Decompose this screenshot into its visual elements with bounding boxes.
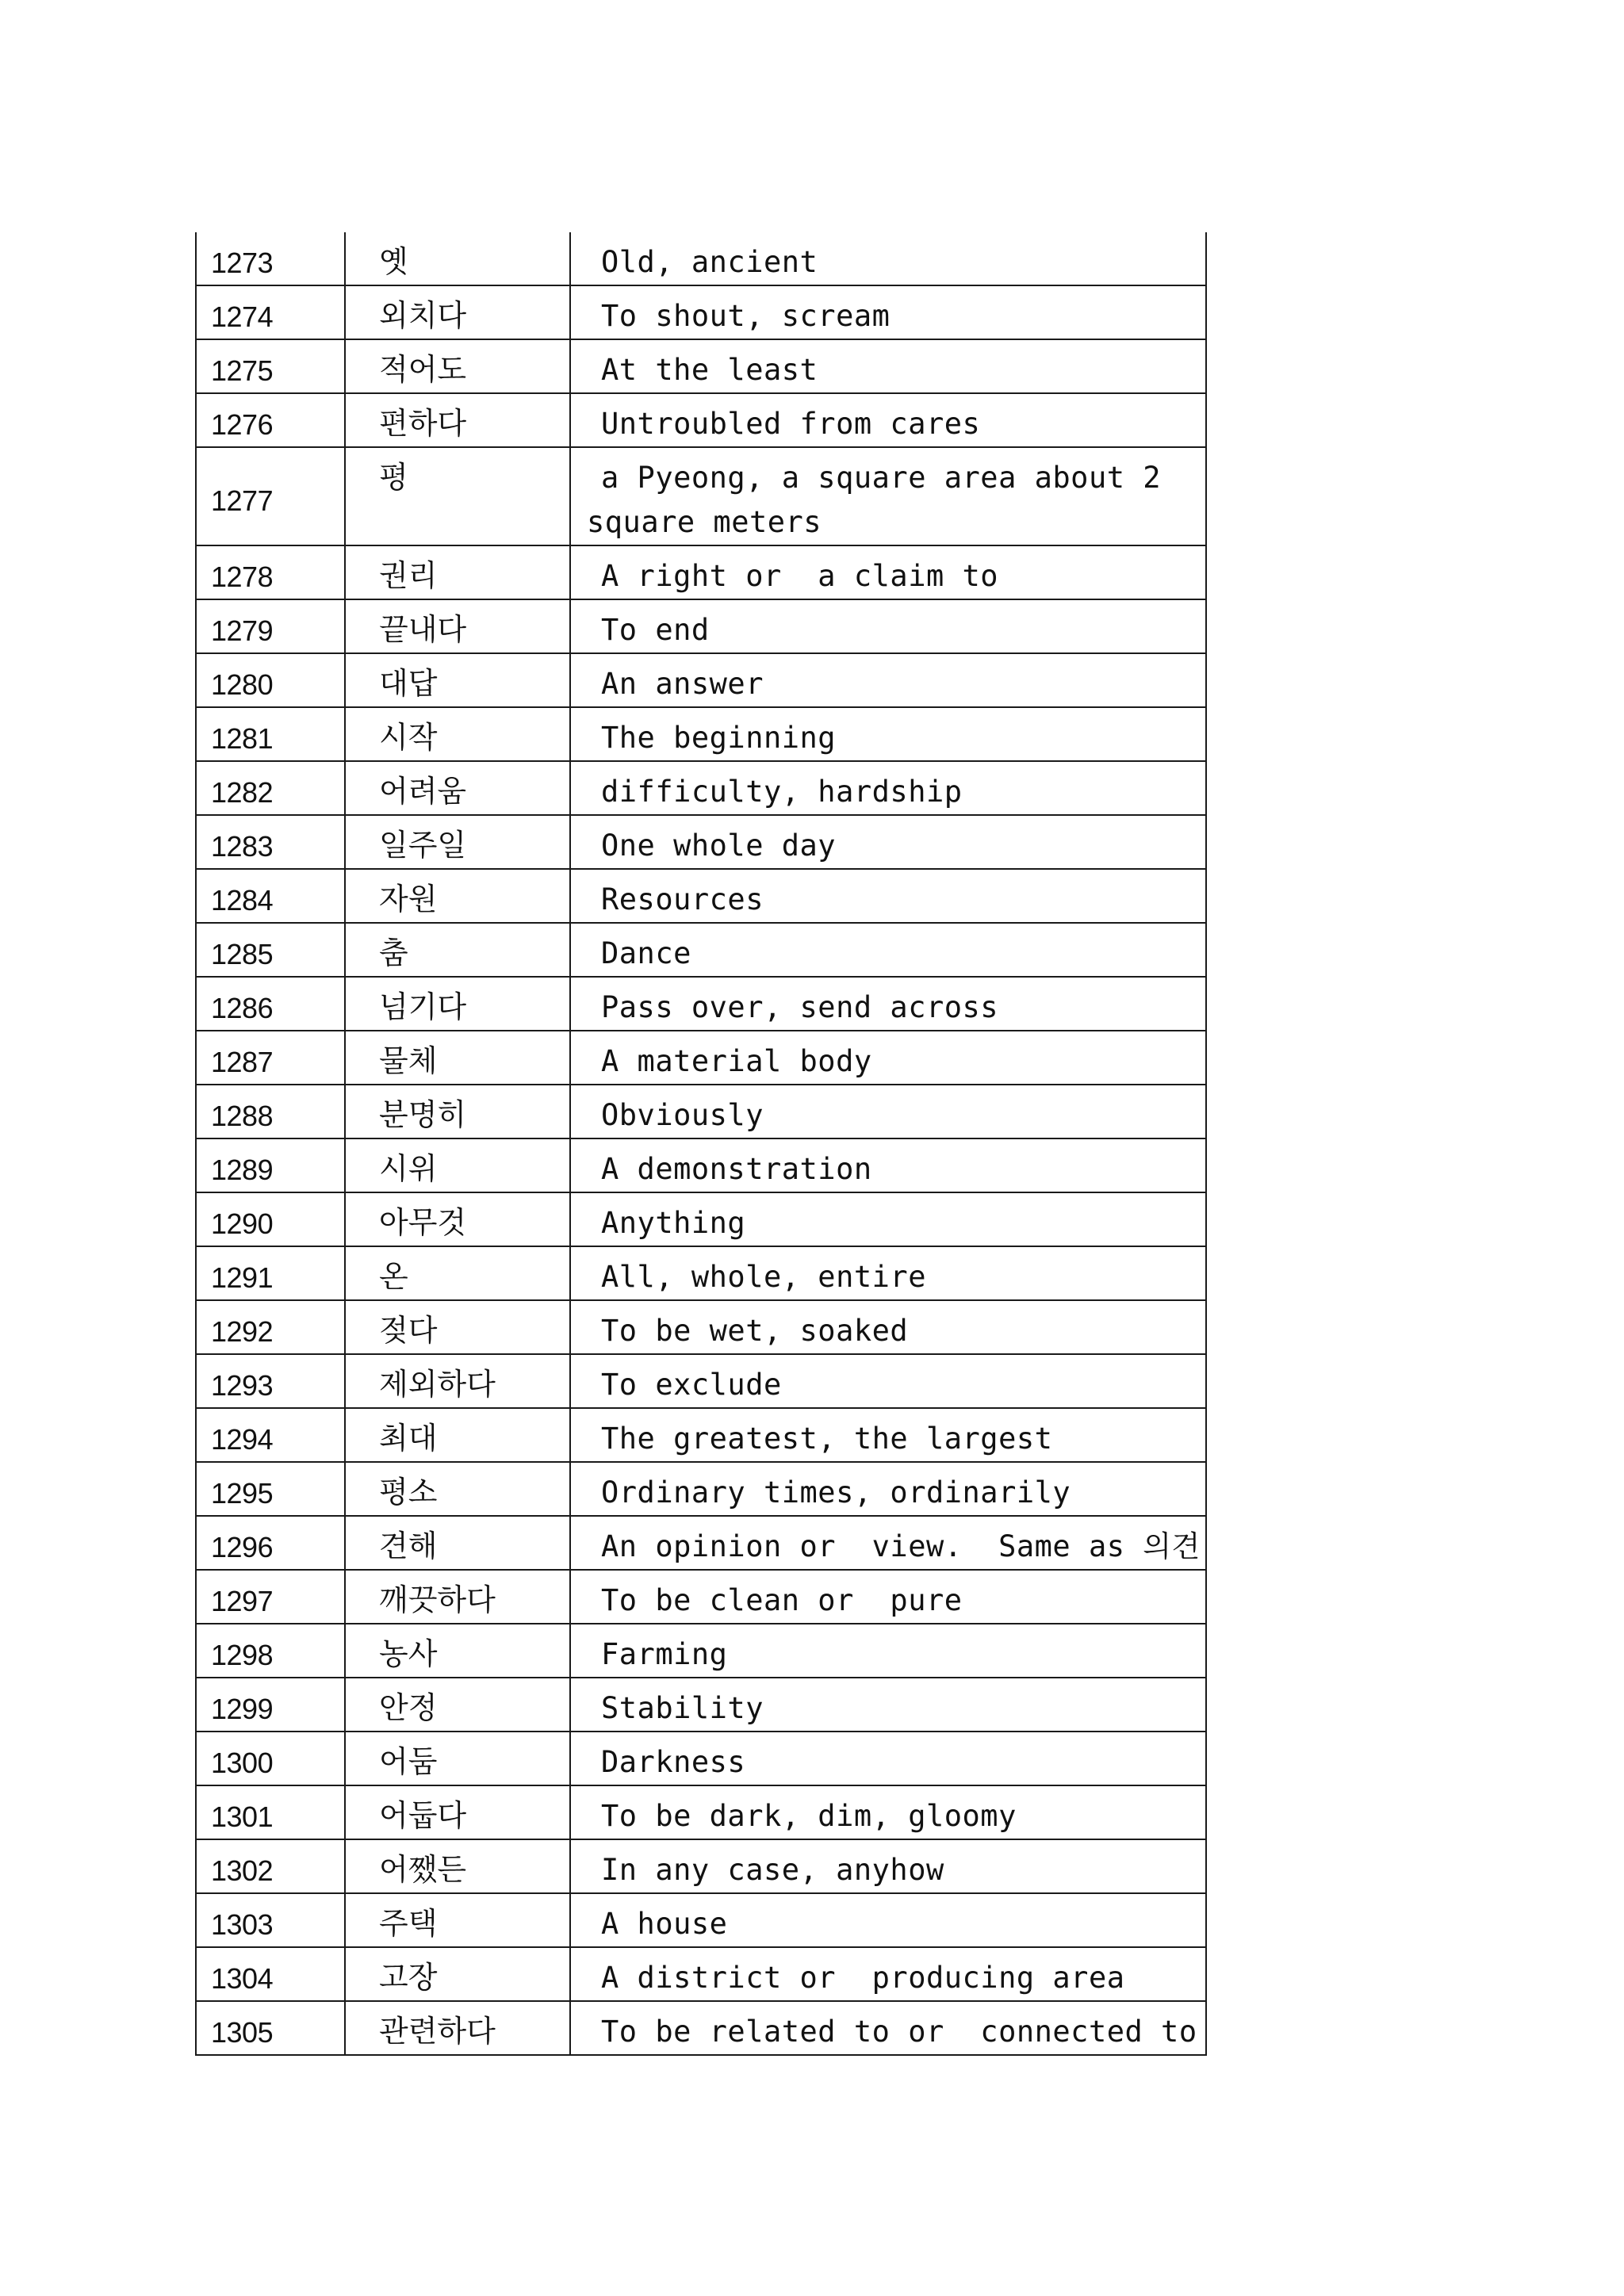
english-meaning: In any case, anyhow (570, 1839, 1206, 1893)
table-row (196, 1192, 1206, 1246)
table-row (196, 545, 1206, 599)
entry-number: 1294 (196, 1408, 345, 1462)
english-meaning: To end (570, 599, 1206, 653)
english-meaning: Darkness (570, 1732, 1206, 1785)
korean-word: 농사 (345, 1624, 570, 1678)
table-row (196, 447, 1206, 545)
entry-number: 1297 (196, 1570, 345, 1624)
english-meaning: Dance (570, 923, 1206, 977)
table-row (196, 1031, 1206, 1085)
english-meaning: a Pyeong, a square area about 2 square meters (570, 447, 1206, 545)
korean-word: 제외하다 (345, 1354, 570, 1408)
english-meaning: To be dark, dim, gloomy (570, 1785, 1206, 1839)
korean-word: 어둡다 (345, 1785, 570, 1839)
table-row (196, 393, 1206, 447)
table-row (196, 1408, 1206, 1462)
vocabulary-table-body (196, 232, 1206, 2055)
table-row (196, 2001, 1206, 2055)
entry-number: 1282 (196, 761, 345, 815)
english-meaning: To exclude (570, 1354, 1206, 1408)
entry-number: 1288 (196, 1085, 345, 1138)
english-meaning: A house (570, 1893, 1206, 1947)
entry-number: 1305 (196, 2001, 345, 2055)
entry-number: 1279 (196, 599, 345, 653)
korean-word: 대답 (345, 653, 570, 707)
korean-word: 시작 (345, 707, 570, 761)
entry-number: 1281 (196, 707, 345, 761)
english-meaning: To be related to or connected to (570, 2001, 1206, 2055)
entry-number: 1273 (196, 232, 345, 285)
entry-number: 1283 (196, 815, 345, 869)
korean-word: 평소 (345, 1462, 570, 1516)
table-row (196, 1732, 1206, 1785)
table-row (196, 1300, 1206, 1354)
table-row (196, 1678, 1206, 1732)
table-row (196, 1893, 1206, 1947)
korean-word: 편하다 (345, 393, 570, 447)
table-row (196, 1785, 1206, 1839)
korean-word: 옛 (345, 232, 570, 285)
english-meaning: Resources (570, 869, 1206, 923)
english-meaning: Farming (570, 1624, 1206, 1678)
entry-number: 1287 (196, 1031, 345, 1085)
table-row (196, 599, 1206, 653)
english-meaning: Obviously (570, 1085, 1206, 1138)
entry-number: 1278 (196, 545, 345, 599)
korean-word: 안정 (345, 1678, 570, 1732)
korean-word: 온 (345, 1246, 570, 1300)
table-row (196, 1570, 1206, 1624)
english-meaning: One whole day (570, 815, 1206, 869)
korean-word: 시위 (345, 1138, 570, 1192)
entry-number: 1284 (196, 869, 345, 923)
table-row (196, 1462, 1206, 1516)
korean-word: 외치다 (345, 285, 570, 339)
table-row (196, 1246, 1206, 1300)
korean-word: 자원 (345, 869, 570, 923)
korean-word: 최대 (345, 1408, 570, 1462)
korean-word: 끝내다 (345, 599, 570, 653)
english-meaning: To be clean or pure (570, 1570, 1206, 1624)
entry-number: 1274 (196, 285, 345, 339)
english-meaning: Untroubled from cares (570, 393, 1206, 447)
table-row (196, 1947, 1206, 2001)
english-meaning: difficulty, hardship (570, 761, 1206, 815)
entry-number: 1275 (196, 339, 345, 393)
korean-word: 고장 (345, 1947, 570, 2001)
english-meaning: To shout, scream (570, 285, 1206, 339)
english-meaning: A material body (570, 1031, 1206, 1085)
table-row (196, 285, 1206, 339)
english-meaning: Pass over, send across (570, 977, 1206, 1031)
table-row (196, 653, 1206, 707)
korean-word: 깨끗하다 (345, 1570, 570, 1624)
korean-word: 어려움 (345, 761, 570, 815)
entry-number: 1296 (196, 1516, 345, 1570)
english-meaning: The greatest, the largest (570, 1408, 1206, 1462)
entry-number: 1290 (196, 1192, 345, 1246)
korean-word: 넘기다 (345, 977, 570, 1031)
table-row (196, 339, 1206, 393)
english-meaning: Stability (570, 1678, 1206, 1732)
korean-word: 춤 (345, 923, 570, 977)
english-meaning: A right or a claim to (570, 545, 1206, 599)
table-row (196, 815, 1206, 869)
korean-word: 어쨌든 (345, 1839, 570, 1893)
english-meaning: A demonstration (570, 1138, 1206, 1192)
entry-number: 1295 (196, 1462, 345, 1516)
korean-word: 평 (345, 447, 570, 545)
english-meaning: A district or producing area (570, 1947, 1206, 2001)
entry-number: 1285 (196, 923, 345, 977)
table-row (196, 1354, 1206, 1408)
table-row (196, 1085, 1206, 1138)
korean-word: 젖다 (345, 1300, 570, 1354)
english-meaning: An opinion or view. Same as 의견 (570, 1516, 1206, 1570)
english-meaning: All, whole, entire (570, 1246, 1206, 1300)
entry-number: 1291 (196, 1246, 345, 1300)
korean-word: 권리 (345, 545, 570, 599)
vocabulary-table (195, 232, 1207, 2056)
korean-word: 분명히 (345, 1085, 570, 1138)
english-meaning: Old, ancient (570, 232, 1206, 285)
korean-word: 관련하다 (345, 2001, 570, 2055)
korean-word: 아무것 (345, 1192, 570, 1246)
korean-word: 일주일 (345, 815, 570, 869)
english-meaning: An answer (570, 653, 1206, 707)
entry-number: 1286 (196, 977, 345, 1031)
entry-number: 1276 (196, 393, 345, 447)
english-meaning: Ordinary times, ordinarily (570, 1462, 1206, 1516)
table-row (196, 923, 1206, 977)
entry-number: 1292 (196, 1300, 345, 1354)
entry-number: 1304 (196, 1947, 345, 2001)
korean-word: 적어도 (345, 339, 570, 393)
entry-number: 1293 (196, 1354, 345, 1408)
english-meaning: Anything (570, 1192, 1206, 1246)
table-row (196, 977, 1206, 1031)
korean-word: 어둠 (345, 1732, 570, 1785)
table-row (196, 1516, 1206, 1570)
entry-number: 1298 (196, 1624, 345, 1678)
entry-number: 1289 (196, 1138, 345, 1192)
table-row (196, 707, 1206, 761)
table-row (196, 1839, 1206, 1893)
entry-number: 1302 (196, 1839, 345, 1893)
table-row (196, 869, 1206, 923)
english-meaning: At the least (570, 339, 1206, 393)
english-meaning: To be wet, soaked (570, 1300, 1206, 1354)
table-row (196, 1138, 1206, 1192)
korean-word: 물체 (345, 1031, 570, 1085)
korean-word: 견해 (345, 1516, 570, 1570)
entry-number: 1299 (196, 1678, 345, 1732)
table-row (196, 232, 1206, 285)
entry-number: 1301 (196, 1785, 345, 1839)
entry-number: 1303 (196, 1893, 345, 1947)
table-row (196, 1624, 1206, 1678)
entry-number: 1280 (196, 653, 345, 707)
korean-word: 주택 (345, 1893, 570, 1947)
english-meaning: The beginning (570, 707, 1206, 761)
table-row (196, 761, 1206, 815)
entry-number: 1277 (196, 447, 345, 545)
entry-number: 1300 (196, 1732, 345, 1785)
